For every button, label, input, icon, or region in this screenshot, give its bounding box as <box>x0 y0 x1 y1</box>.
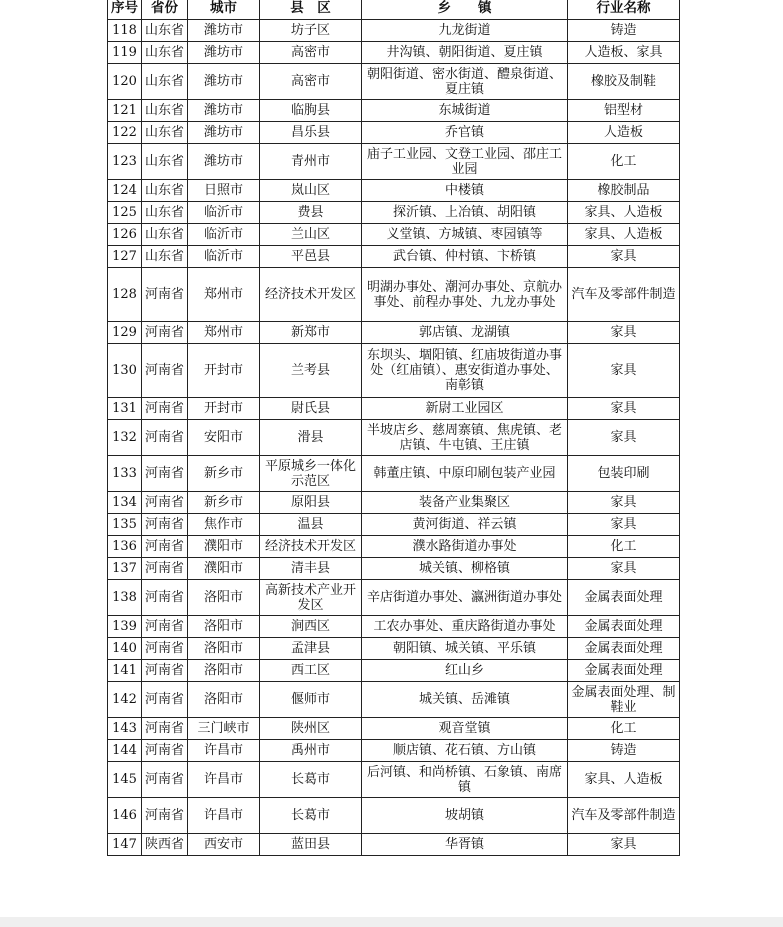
cell-county: 孟津县 <box>260 638 362 660</box>
cell-city: 濮阳市 <box>188 536 260 558</box>
cell-town: 观音堂镇 <box>362 718 568 740</box>
cell-town: 郭店镇、龙湖镇 <box>362 322 568 344</box>
cell-no: 135 <box>108 514 142 536</box>
cell-no: 131 <box>108 398 142 420</box>
cell-industry: 包装印刷 <box>568 456 680 492</box>
cell-county: 平原城乡一体化示范区 <box>260 456 362 492</box>
cell-town: 濮水路街道办事处 <box>362 536 568 558</box>
cell-county: 原阳县 <box>260 492 362 514</box>
header-no: 序号 <box>108 0 142 20</box>
cell-county: 费县 <box>260 202 362 224</box>
table-row <box>108 514 680 536</box>
cell-city: 西安市 <box>188 834 260 856</box>
cell-town: 东城街道 <box>362 100 568 122</box>
cell-province: 陕西省 <box>142 834 188 856</box>
header-industry: 行业名称 <box>568 0 680 20</box>
header-county: 县 区 <box>260 0 362 20</box>
cell-county: 兰考县 <box>260 344 362 398</box>
cell-town: 乔官镇 <box>362 122 568 144</box>
cell-province: 山东省 <box>142 64 188 100</box>
cell-county: 禹州市 <box>260 740 362 762</box>
cell-city: 洛阳市 <box>188 638 260 660</box>
table-row <box>108 398 680 420</box>
cell-no: 133 <box>108 456 142 492</box>
cell-city: 三门峡市 <box>188 718 260 740</box>
table-row <box>108 558 680 580</box>
cell-industry: 家具 <box>568 492 680 514</box>
cell-town: 九龙街道 <box>362 20 568 42</box>
table-row <box>108 536 680 558</box>
cell-town: 顺店镇、花石镇、方山镇 <box>362 740 568 762</box>
cell-city: 潍坊市 <box>188 100 260 122</box>
table-row <box>108 616 680 638</box>
cell-city: 开封市 <box>188 344 260 398</box>
cell-no: 132 <box>108 420 142 456</box>
table-row <box>108 682 680 718</box>
table-row <box>108 740 680 762</box>
cell-no: 142 <box>108 682 142 718</box>
cell-city: 潍坊市 <box>188 64 260 100</box>
cell-county: 陕州区 <box>260 718 362 740</box>
cell-town: 城关镇、柳格镇 <box>362 558 568 580</box>
cell-no: 141 <box>108 660 142 682</box>
cell-industry: 家具 <box>568 246 680 268</box>
table-row <box>108 20 680 42</box>
cell-province: 河南省 <box>142 682 188 718</box>
cell-city: 临沂市 <box>188 224 260 246</box>
cell-province: 河南省 <box>142 322 188 344</box>
cell-town: 探沂镇、上冶镇、胡阳镇 <box>362 202 568 224</box>
cell-town: 后河镇、和尚桥镇、石象镇、南席镇 <box>362 762 568 798</box>
cell-province: 河南省 <box>142 558 188 580</box>
cell-province: 山东省 <box>142 144 188 180</box>
table-row <box>108 492 680 514</box>
cell-province: 山东省 <box>142 122 188 144</box>
cell-city: 新乡市 <box>188 456 260 492</box>
cell-industry: 金属表面处理 <box>568 660 680 682</box>
table-row <box>108 580 680 616</box>
cell-industry: 家具 <box>568 344 680 398</box>
cell-town: 新尉工业园区 <box>362 398 568 420</box>
cell-no: 140 <box>108 638 142 660</box>
cell-county: 高密市 <box>260 42 362 64</box>
cell-county: 新郑市 <box>260 322 362 344</box>
table-row <box>108 322 680 344</box>
cell-county: 西工区 <box>260 660 362 682</box>
table-row <box>108 144 680 180</box>
cell-no: 136 <box>108 536 142 558</box>
cell-city: 临沂市 <box>188 246 260 268</box>
cell-industry: 家具 <box>568 398 680 420</box>
cell-city: 新乡市 <box>188 492 260 514</box>
cell-county: 滑县 <box>260 420 362 456</box>
cell-city: 郑州市 <box>188 268 260 322</box>
cell-county: 经济技术开发区 <box>260 536 362 558</box>
region-industry-table <box>107 0 680 856</box>
cell-province: 河南省 <box>142 762 188 798</box>
cell-province: 河南省 <box>142 580 188 616</box>
cell-industry: 汽车及零部件制造 <box>568 268 680 322</box>
cell-county: 偃师市 <box>260 682 362 718</box>
page-bottom-strip <box>0 917 783 927</box>
cell-county: 清丰县 <box>260 558 362 580</box>
cell-town: 工农办事处、重庆路街道办事处 <box>362 616 568 638</box>
table-row <box>108 798 680 834</box>
table-row <box>108 420 680 456</box>
cell-city: 许昌市 <box>188 740 260 762</box>
cell-town: 井沟镇、朝阳街道、夏庄镇 <box>362 42 568 64</box>
cell-city: 许昌市 <box>188 762 260 798</box>
cell-province: 山东省 <box>142 224 188 246</box>
cell-province: 河南省 <box>142 514 188 536</box>
cell-town: 庙子工业园、文登工业园、邵庄工业园 <box>362 144 568 180</box>
cell-no: 126 <box>108 224 142 246</box>
cell-province: 河南省 <box>142 660 188 682</box>
cell-province: 河南省 <box>142 398 188 420</box>
cell-industry: 金属表面处理 <box>568 616 680 638</box>
header-province: 省份 <box>142 0 188 20</box>
cell-county: 蓝田县 <box>260 834 362 856</box>
table-row <box>108 638 680 660</box>
cell-industry: 家具 <box>568 322 680 344</box>
table-row <box>108 202 680 224</box>
cell-county: 长葛市 <box>260 798 362 834</box>
cell-city: 潍坊市 <box>188 20 260 42</box>
table-row <box>108 224 680 246</box>
table-row <box>108 122 680 144</box>
cell-county: 临朐县 <box>260 100 362 122</box>
cell-no: 119 <box>108 42 142 64</box>
cell-no: 121 <box>108 100 142 122</box>
cell-city: 郑州市 <box>188 322 260 344</box>
cell-industry: 家具、人造板 <box>568 224 680 246</box>
cell-town: 装备产业集聚区 <box>362 492 568 514</box>
cell-town: 义堂镇、方城镇、枣园镇等 <box>362 224 568 246</box>
cell-city: 开封市 <box>188 398 260 420</box>
cell-no: 130 <box>108 344 142 398</box>
cell-province: 河南省 <box>142 456 188 492</box>
cell-no: 145 <box>108 762 142 798</box>
cell-province: 山东省 <box>142 20 188 42</box>
cell-city: 焦作市 <box>188 514 260 536</box>
cell-town: 黄河街道、祥云镇 <box>362 514 568 536</box>
cell-industry: 铸造 <box>568 740 680 762</box>
cell-no: 120 <box>108 64 142 100</box>
cell-town: 半坡店乡、慈周寨镇、焦虎镇、老店镇、牛屯镇、王庄镇 <box>362 420 568 456</box>
cell-province: 河南省 <box>142 492 188 514</box>
cell-city: 洛阳市 <box>188 660 260 682</box>
cell-town: 朝阳镇、城关镇、平乐镇 <box>362 638 568 660</box>
cell-industry: 化工 <box>568 718 680 740</box>
cell-town: 辛店街道办事处、瀛洲街道办事处 <box>362 580 568 616</box>
cell-industry: 金属表面处理、制鞋业 <box>568 682 680 718</box>
header-town: 乡 镇 <box>362 0 568 20</box>
table-row <box>108 100 680 122</box>
cell-province: 山东省 <box>142 42 188 64</box>
cell-province: 山东省 <box>142 180 188 202</box>
cell-no: 139 <box>108 616 142 638</box>
cell-province: 河南省 <box>142 420 188 456</box>
table-row <box>108 64 680 100</box>
cell-no: 118 <box>108 20 142 42</box>
cell-province: 河南省 <box>142 268 188 322</box>
cell-no: 128 <box>108 268 142 322</box>
cell-town: 华胥镇 <box>362 834 568 856</box>
cell-province: 河南省 <box>142 798 188 834</box>
cell-city: 临沂市 <box>188 202 260 224</box>
cell-province: 河南省 <box>142 344 188 398</box>
cell-industry: 家具 <box>568 514 680 536</box>
cell-city: 潍坊市 <box>188 144 260 180</box>
cell-county: 高密市 <box>260 64 362 100</box>
cell-industry: 铝型材 <box>568 100 680 122</box>
cell-no: 137 <box>108 558 142 580</box>
cell-city: 洛阳市 <box>188 682 260 718</box>
cell-city: 日照市 <box>188 180 260 202</box>
cell-industry: 家具 <box>568 420 680 456</box>
cell-industry: 家具、人造板 <box>568 202 680 224</box>
cell-county: 岚山区 <box>260 180 362 202</box>
cell-town: 东坝头、堌阳镇、红庙坡街道办事处（红庙镇）、惠安街道办事处、南彰镇 <box>362 344 568 398</box>
cell-city: 潍坊市 <box>188 42 260 64</box>
cell-county: 涧西区 <box>260 616 362 638</box>
cell-industry: 家具、人造板 <box>568 762 680 798</box>
cell-county: 温县 <box>260 514 362 536</box>
cell-province: 河南省 <box>142 718 188 740</box>
cell-no: 144 <box>108 740 142 762</box>
cell-province: 山东省 <box>142 100 188 122</box>
table-row <box>108 762 680 798</box>
cell-city: 安阳市 <box>188 420 260 456</box>
cell-town: 韩董庄镇、中原印刷包装产业园 <box>362 456 568 492</box>
cell-town: 城关镇、岳滩镇 <box>362 682 568 718</box>
cell-no: 125 <box>108 202 142 224</box>
cell-industry: 橡胶及制鞋 <box>568 64 680 100</box>
cell-city: 潍坊市 <box>188 122 260 144</box>
cell-town: 坡胡镇 <box>362 798 568 834</box>
cell-county: 尉氏县 <box>260 398 362 420</box>
cell-province: 河南省 <box>142 740 188 762</box>
cell-industry: 家具 <box>568 834 680 856</box>
cell-county: 坊子区 <box>260 20 362 42</box>
table-row <box>108 834 680 856</box>
cell-industry: 橡胶制品 <box>568 180 680 202</box>
cell-city: 洛阳市 <box>188 616 260 638</box>
cell-town: 红山乡 <box>362 660 568 682</box>
cell-town: 朝阳街道、密水街道、醴泉街道、夏庄镇 <box>362 64 568 100</box>
table-row <box>108 718 680 740</box>
cell-county: 长葛市 <box>260 762 362 798</box>
cell-province: 河南省 <box>142 638 188 660</box>
table-row <box>108 344 680 398</box>
cell-town: 武台镇、仲村镇、卞桥镇 <box>362 246 568 268</box>
cell-county: 高新技术产业开发区 <box>260 580 362 616</box>
cell-no: 127 <box>108 246 142 268</box>
cell-county: 平邑县 <box>260 246 362 268</box>
table-row <box>108 268 680 322</box>
cell-province: 山东省 <box>142 246 188 268</box>
cell-industry: 化工 <box>568 536 680 558</box>
header-city: 城市 <box>188 0 260 20</box>
cell-no: 138 <box>108 580 142 616</box>
cell-town: 明湖办事处、潮河办事处、京航办事处、前程办事处、九龙办事处 <box>362 268 568 322</box>
cell-province: 山东省 <box>142 202 188 224</box>
cell-industry: 人造板 <box>568 122 680 144</box>
cell-no: 146 <box>108 798 142 834</box>
cell-industry: 铸造 <box>568 20 680 42</box>
table-row <box>108 42 680 64</box>
cell-no: 124 <box>108 180 142 202</box>
cell-no: 143 <box>108 718 142 740</box>
table-row <box>108 456 680 492</box>
cell-city: 洛阳市 <box>188 580 260 616</box>
cell-province: 河南省 <box>142 616 188 638</box>
cell-industry: 金属表面处理 <box>568 580 680 616</box>
cell-county: 青州市 <box>260 144 362 180</box>
cell-county: 经济技术开发区 <box>260 268 362 322</box>
table-row <box>108 660 680 682</box>
cell-town: 中楼镇 <box>362 180 568 202</box>
cell-no: 129 <box>108 322 142 344</box>
cell-county: 昌乐县 <box>260 122 362 144</box>
table-row <box>108 246 680 268</box>
cell-no: 147 <box>108 834 142 856</box>
table-header-row <box>108 0 680 20</box>
cell-province: 河南省 <box>142 536 188 558</box>
cell-no: 122 <box>108 122 142 144</box>
cell-county: 兰山区 <box>260 224 362 246</box>
cell-no: 134 <box>108 492 142 514</box>
cell-industry: 化工 <box>568 144 680 180</box>
cell-city: 许昌市 <box>188 798 260 834</box>
cell-industry: 汽车及零部件制造 <box>568 798 680 834</box>
cell-industry: 家具 <box>568 558 680 580</box>
table-row <box>108 180 680 202</box>
cell-industry: 人造板、家具 <box>568 42 680 64</box>
cell-no: 123 <box>108 144 142 180</box>
cell-industry: 金属表面处理 <box>568 638 680 660</box>
cell-city: 濮阳市 <box>188 558 260 580</box>
